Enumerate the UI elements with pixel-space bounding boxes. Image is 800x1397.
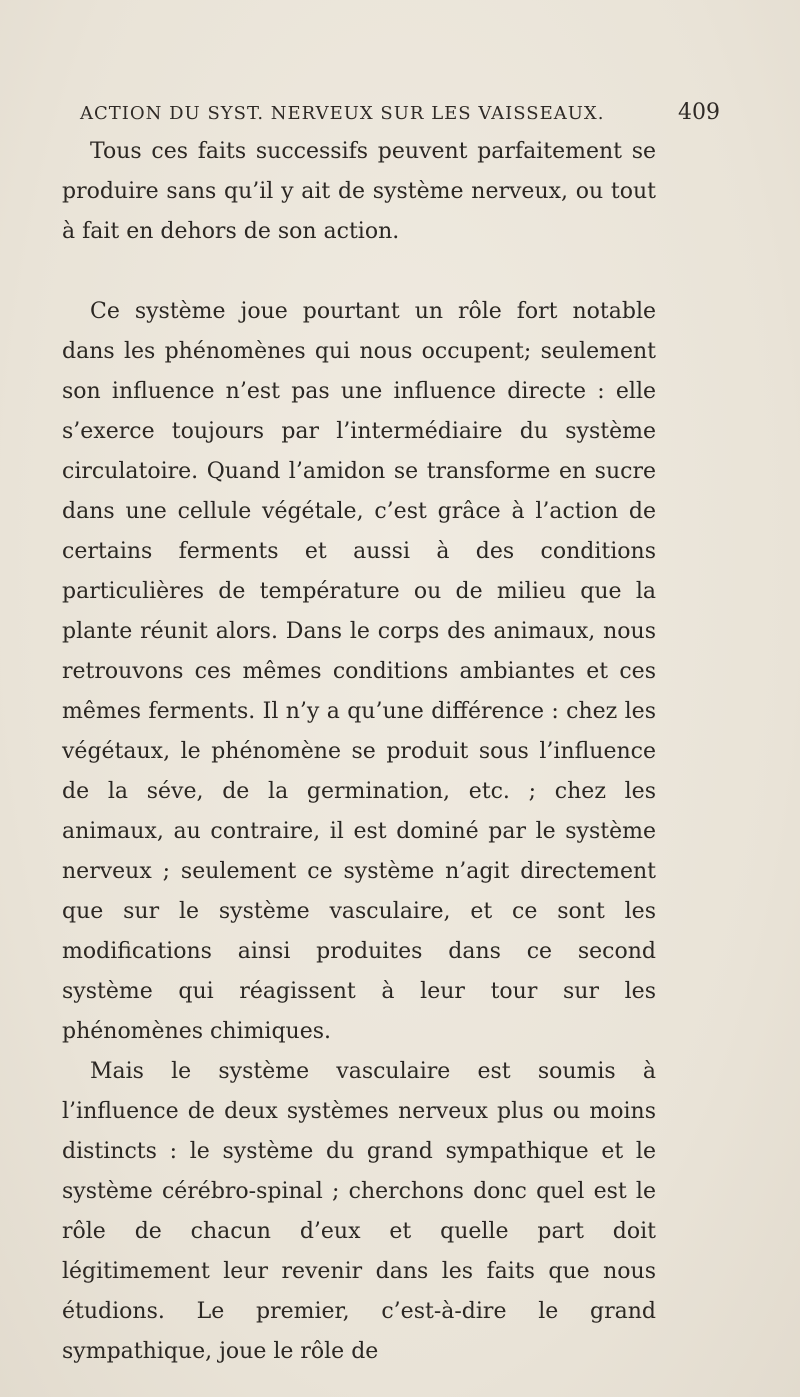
paragraph-2: Ce système joue pourtant un rôle fort notable dans les phénomènes qui nous occupent; seulement son influence n’est pas une influence directe : elle s’exerce toujours par l’intermédiaire du système circulatoire. Quand l’amidon se transforme en sucre dans une cellule végétale, c’est grâce à l’action de certains ferments et aussi à des conditions particulières de température ou de milieu que la plante réunit alors. Dans le corps des animaux, nous retrouvons ces mêmes conditions ambiantes et ces mêmes ferments. Il n’y a qu’une différence : chez les végétaux, le phénomène se produit sous l’influence de la séve, de la germination, etc. ; chez les animaux, au contraire, il est dominé par le système nerveux ; seulement ce système n’agit directement que sur le système vasculaire, et ce sont les modifications ainsi produites dans ce second système qui réagissent à leur tour sur les phénomènes chimiques. xyxy=(62,299,656,1044)
running-head xyxy=(80,100,720,125)
paragraph-3: Mais le système vasculaire est soumis à l’influence de deux systèmes nerveux plus ou moins distincts : le système du grand sympathique et le système cérébro-spinal ; cherchons donc quel est le rôle de chacun d’eux et quelle part doit légitimement leur revenir dans les faits que nous étudions. Le premier, c’est-à-dire le grand sympathique, joue le rôle de xyxy=(62,1059,656,1364)
page-number: 409 xyxy=(678,100,720,125)
body-text xyxy=(62,132,656,1372)
paragraph-1: Tous ces faits successifs peuvent parfaitement se produire sans qu’il y ait de système nerveux, ou tout à fait en dehors de son action. xyxy=(62,139,656,244)
running-title: ACTION DU SYST. NERVEUX SUR LES VAISSEAUX. xyxy=(80,103,605,124)
